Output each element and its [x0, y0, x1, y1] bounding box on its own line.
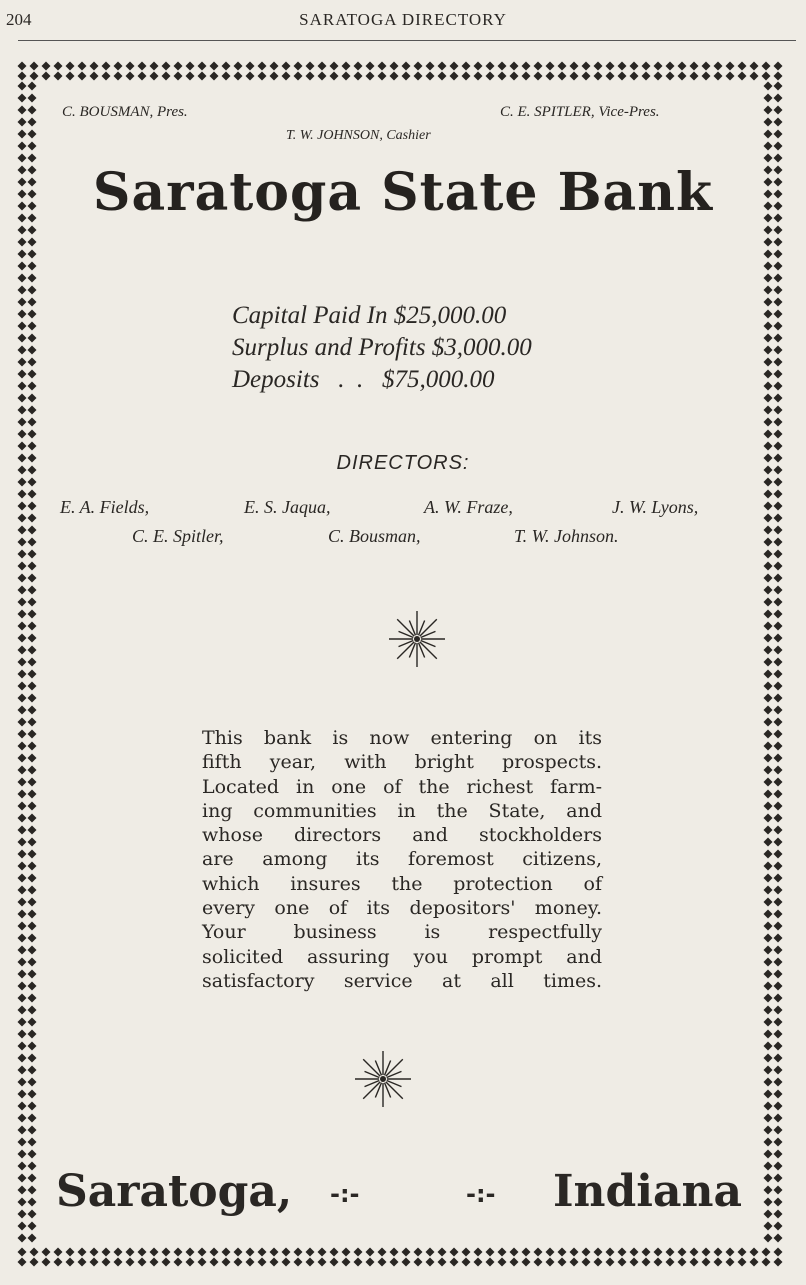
description-line: solicited assuring you prompt and	[202, 945, 602, 968]
description-line: Your business is respectfully	[202, 921, 602, 944]
officer-president: C. BOUSMAN, Pres.	[62, 104, 188, 120]
officer-vice-president: C. E. SPITLER, Vice-Pres.	[500, 104, 660, 120]
deposits-line: Deposits . . $75,000.00	[232, 366, 495, 393]
description-line: satisfactory service at all times.	[202, 969, 602, 992]
director-name: E. A. Fields,	[60, 497, 150, 517]
footer-separator: -:-	[466, 1180, 496, 1208]
description-line: every one of its depositors' money.	[202, 897, 602, 920]
description-line: fifth year, with bright prospects.	[202, 751, 602, 774]
director-name: T. W. Johnson.	[514, 526, 619, 546]
director-name: C. Bousman,	[328, 526, 421, 546]
director-name: E. S. Jaqua,	[244, 497, 331, 517]
running-head: SARATOGA DIRECTORY	[299, 10, 507, 29]
director-name: C. E. Spitler,	[132, 526, 224, 546]
surplus-line: Surplus and Profits $3,000.00	[232, 334, 532, 361]
header-rule	[18, 40, 796, 41]
capital-line: Capital Paid In $25,000.00	[232, 302, 507, 329]
bank-description	[202, 726, 602, 993]
director-name: A. W. Fraze,	[424, 497, 513, 517]
footer-state: Indiana	[552, 1166, 742, 1217]
starburst-ornament	[386, 608, 448, 670]
bank-name-heading: Saratoga State Bank	[92, 162, 714, 223]
officer-cashier: T. W. JOHNSON, Cashier	[286, 128, 431, 143]
page-header	[0, 0, 806, 44]
page-number: 204	[6, 10, 32, 29]
footer-separator: -:-	[330, 1180, 360, 1208]
description-line: This bank is now entering on its	[202, 727, 602, 749]
directors-heading: DIRECTORS:	[336, 452, 470, 474]
footer-city: Saratoga,	[56, 1166, 293, 1217]
director-name: J. W. Lyons,	[612, 497, 699, 517]
description-line: whose directors and stockholders	[202, 824, 602, 847]
description-line: ing communities in the State, and	[202, 799, 602, 822]
description-line: are among its foremost citizens,	[202, 848, 602, 871]
financial-statement	[232, 300, 532, 396]
description-line: Located in one of the richest farm-	[202, 775, 602, 798]
description-line: which insures the protection of	[202, 872, 602, 895]
starburst-ornament	[352, 1048, 414, 1110]
